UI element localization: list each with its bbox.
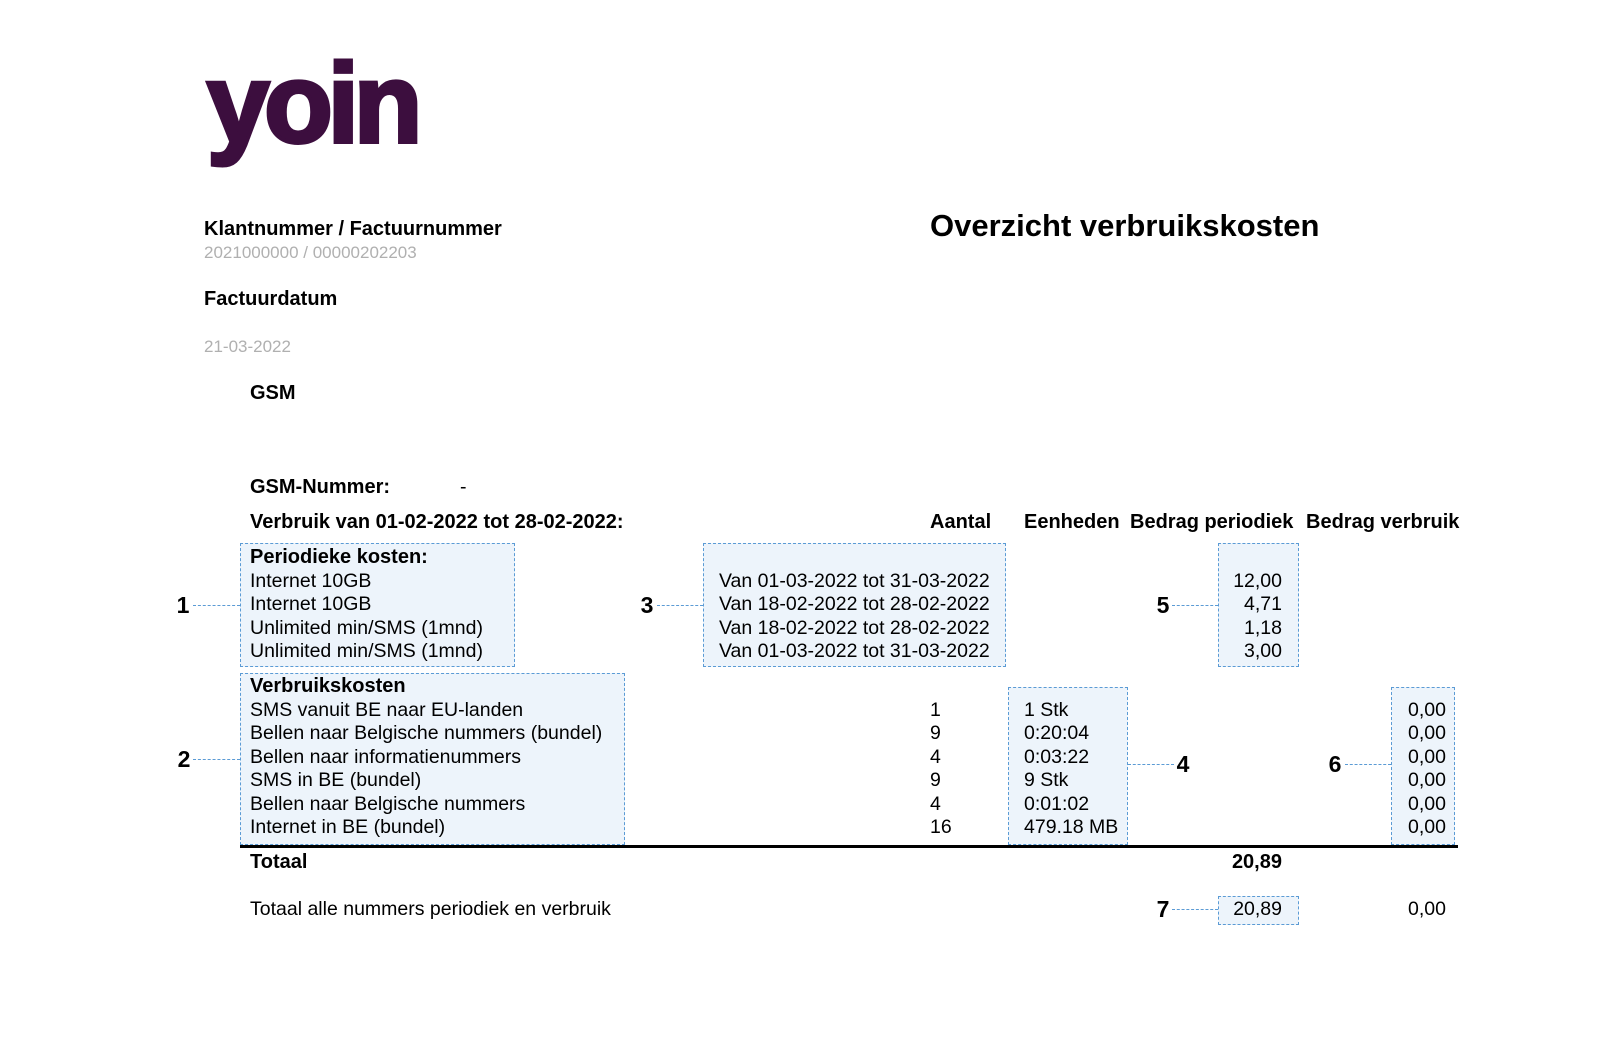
invoice-date-value: 21-03-2022 — [204, 337, 291, 356]
total-divider-line — [240, 845, 1458, 848]
customer-invoice-number-label: Klantnummer / Factuurnummer — [204, 218, 502, 240]
usage-cost-description: SMS vanuit BE naar EU-landen — [250, 698, 524, 721]
periodic-cost-row — [0, 640, 1602, 664]
usage-cost-description: Bellen naar informatienummers — [250, 745, 521, 768]
usage-cost-count: 16 — [930, 816, 952, 839]
usage-cost-description: SMS in BE (bundel) — [250, 769, 422, 792]
usage-period-label: Verbruik van 01-02-2022 tot 28-02-2022: — [250, 511, 624, 533]
total-periodic-amount: 20,89 — [1231, 851, 1282, 873]
usage-cost-units: 479.18 MB — [1024, 816, 1119, 839]
gsm-number-label: GSM-Nummer: — [250, 476, 391, 498]
column-header-count: Aantal — [930, 511, 992, 533]
usage-cost-units: 1 Stk — [1024, 698, 1069, 721]
usage-cost-row — [0, 722, 1602, 746]
invoice-date-label: Factuurdatum — [204, 288, 338, 310]
periodic-cost-description: Unlimited min/SMS (1mnd) — [250, 616, 483, 639]
usage-cost-amount: 0,00 — [1408, 722, 1446, 745]
periodic-cost-description: Internet 10GB — [250, 569, 372, 592]
periodic-cost-period: Van 01-03-2022 tot 31-03-2022 — [719, 640, 990, 663]
usage-cost-row — [0, 769, 1602, 793]
annotation-label-2: 2 — [177, 746, 191, 772]
usage-costs-section — [0, 675, 1602, 840]
leader-line-7 — [1172, 909, 1218, 910]
annotation-label-6: 6 — [1328, 751, 1342, 777]
annotation-label-5: 5 — [1156, 592, 1170, 618]
periodic-cost-period: Van 18-02-2022 tot 28-02-2022 — [719, 616, 990, 639]
section-title-gsm: GSM — [250, 382, 296, 404]
periodic-cost-description: Internet 10GB — [250, 593, 372, 616]
periodic-cost-amount: 4,71 — [1244, 593, 1282, 616]
usage-cost-units: 0:20:04 — [1024, 722, 1090, 745]
usage-cost-units: 9 Stk — [1024, 769, 1069, 792]
usage-cost-description: Internet in BE (bundel) — [250, 816, 446, 839]
all-numbers-periodic-amount: 20,89 — [1233, 898, 1282, 920]
usage-cost-amount: 0,00 — [1408, 816, 1446, 839]
yoin-logo: yoin — [207, 41, 418, 166]
usage-cost-count: 1 — [930, 698, 941, 721]
periodic-cost-amount: 12,00 — [1233, 569, 1282, 592]
usage-costs-title: Verbruikskosten — [250, 675, 406, 698]
periodic-cost-row — [0, 570, 1602, 594]
customer-invoice-number-value: 2021000000 / 00000202203 — [204, 243, 417, 262]
gsm-number-value: - — [460, 476, 467, 498]
periodic-costs-title: Periodieke kosten: — [250, 546, 428, 569]
page-title: Overzicht verbruikskosten — [930, 208, 1320, 243]
periodic-cost-row — [0, 617, 1602, 641]
annotation-label-7: 7 — [1156, 896, 1170, 922]
annotation-label-4: 4 — [1176, 751, 1190, 777]
periodic-cost-amount: 1,18 — [1244, 616, 1282, 639]
usage-cost-amount: 0,00 — [1408, 745, 1446, 768]
total-label: Totaal — [250, 851, 308, 873]
usage-cost-row — [0, 816, 1602, 840]
periodic-cost-period: Van 18-02-2022 tot 28-02-2022 — [719, 593, 990, 616]
periodic-costs-title-row — [0, 546, 1602, 570]
usage-cost-amount: 0,00 — [1408, 769, 1446, 792]
usage-costs-title-row — [0, 675, 1602, 699]
usage-cost-amount: 0,00 — [1408, 698, 1446, 721]
usage-cost-count: 4 — [930, 792, 941, 815]
usage-cost-count: 9 — [930, 769, 941, 792]
usage-cost-description: Bellen naar Belgische nummers (bundel) — [250, 722, 603, 745]
usage-cost-row — [0, 793, 1602, 817]
all-numbers-usage-amount: 0,00 — [1408, 898, 1446, 920]
usage-cost-count: 4 — [930, 745, 941, 768]
all-numbers-total-label: Totaal alle nummers periodiek en verbruik — [250, 898, 611, 920]
periodic-costs-section — [0, 546, 1602, 664]
periodic-cost-row — [0, 593, 1602, 617]
usage-cost-count: 9 — [930, 722, 941, 745]
periodic-cost-amount: 3,00 — [1244, 640, 1282, 663]
usage-cost-description: Bellen naar Belgische nummers — [250, 792, 526, 815]
usage-cost-row — [0, 699, 1602, 723]
annotation-label-3: 3 — [640, 592, 654, 618]
usage-cost-row — [0, 746, 1602, 770]
periodic-cost-period: Van 01-03-2022 tot 31-03-2022 — [719, 569, 990, 592]
usage-cost-units: 0:03:22 — [1024, 745, 1090, 768]
usage-cost-units: 0:01:02 — [1024, 792, 1090, 815]
usage-cost-amount: 0,00 — [1408, 792, 1446, 815]
column-header-units: Eenheden — [1024, 511, 1120, 533]
annotation-label-1: 1 — [176, 592, 190, 618]
column-header-periodic-amount: Bedrag periodiek — [1130, 511, 1294, 533]
periodic-cost-description: Unlimited min/SMS (1mnd) — [250, 640, 483, 663]
column-header-usage-amount: Bedrag verbruik — [1306, 511, 1460, 533]
